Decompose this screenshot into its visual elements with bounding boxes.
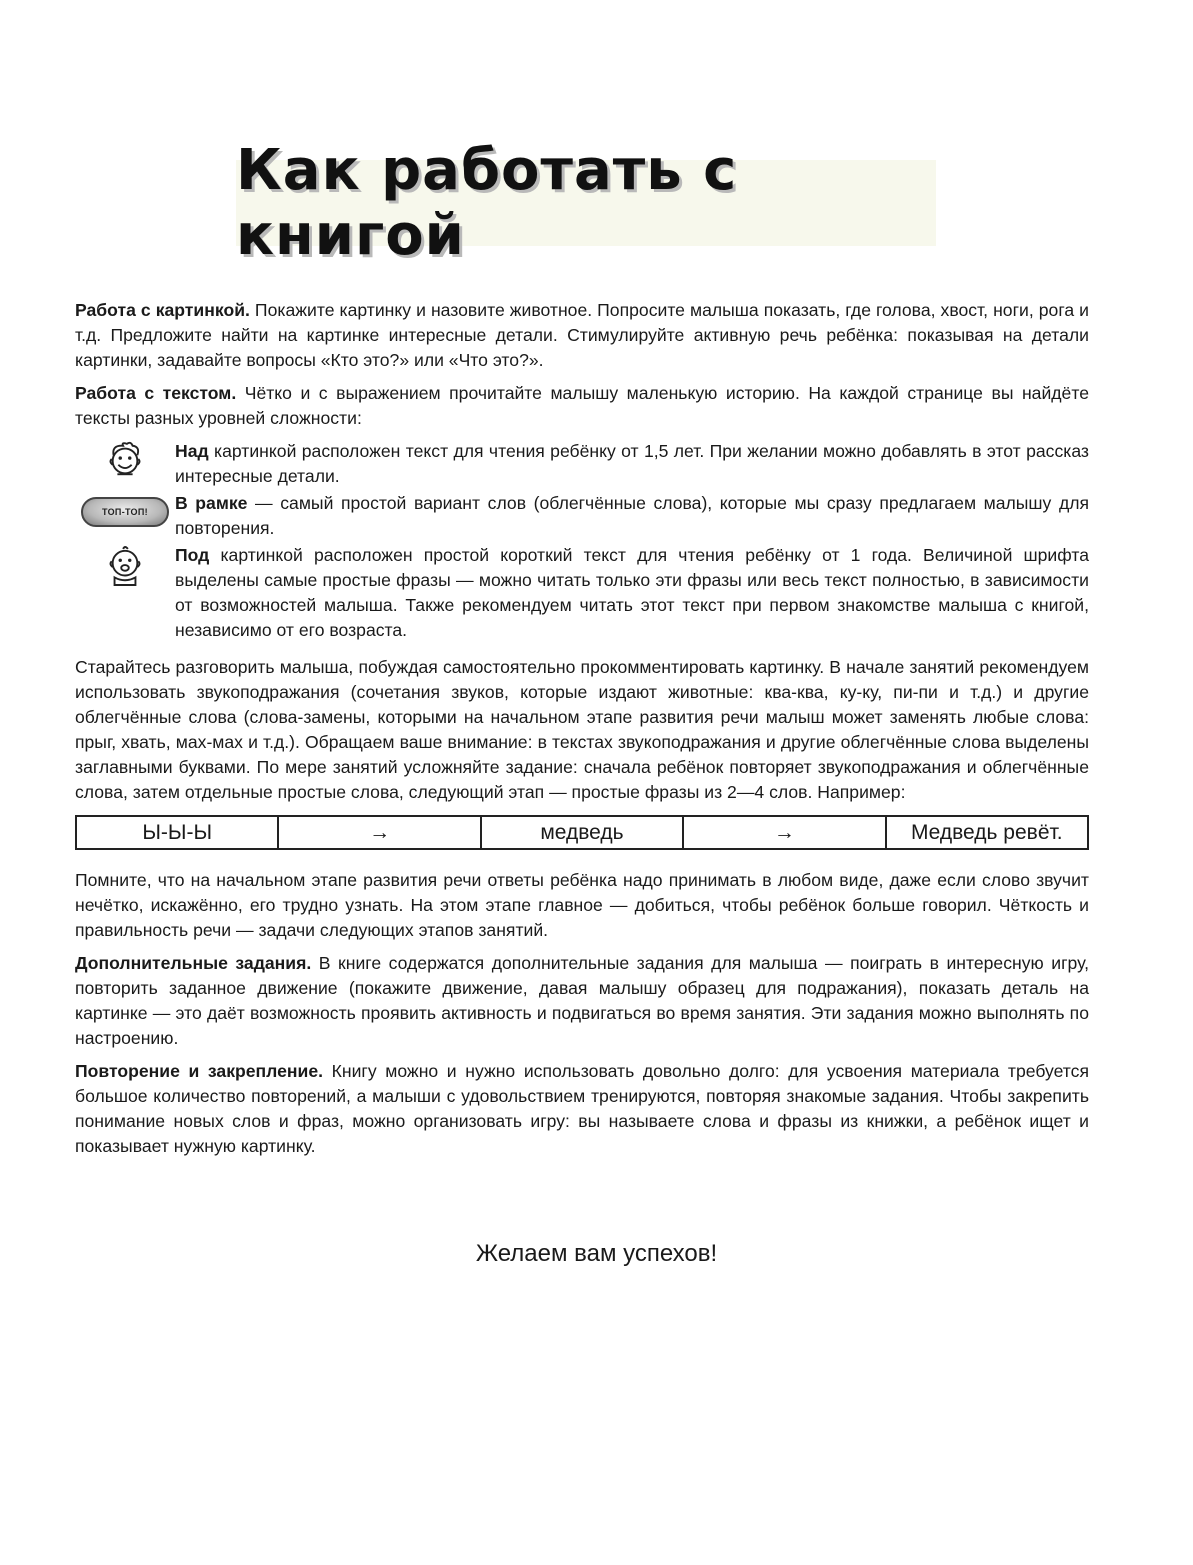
level-body: картинкой расположен простой короткий текст для чтения ребёнку от 1 года. Величиной шрифта выделены самые простые фразы — можно читать только эти фразы или весь текст полностью, в зависимости от возможностей малыша. Также рекомендуем читать этот текст при первом знакомстве малыша с книгой, независимо от его возраста.: [175, 545, 1089, 640]
level-in-frame: [75, 491, 1089, 541]
closing-wish: Желаем вам успехов!: [475, 1240, 718, 1267]
level-body: картинкой расположен текст для чтения ребёнку от 1,5 лет. При желании можно добавлять в этот рассказ интересные детали.: [175, 441, 1089, 486]
example-cell-sound: Ы-Ы-Ы: [76, 816, 278, 849]
paragraph-text: Чётко и с выражением прочитайте малышу маленькую историю. На каждой странице вы найдёте тексты разных уровней сложности:: [75, 383, 1089, 428]
paragraph-lead: Повторение и закрепление.: [75, 1061, 324, 1081]
paragraph-lead: Работа с картинкой.: [75, 300, 250, 320]
paragraph-lead: Работа с текстом.: [75, 383, 237, 403]
paragraph-repetition: [75, 1059, 1089, 1159]
paragraph-lead: Дополнительные задания.: [75, 953, 312, 973]
paragraph-text: Книгу можно и нужно использовать довольно долго: для усвоения материала требуется большое количество повторений, а малыши с удовольствием тренируются, повторяя знакомые задания. Чтобы закрепить понимание новых слов и фраз, можно организовать игру: вы называете слова и фразы из книжки, а ребёнок ищет и показывает нужную картинку.: [75, 1061, 1089, 1156]
page-title: Как работать с книгой: [236, 138, 738, 268]
title-banner: [236, 138, 936, 268]
paragraph-text: В книге содержатся дополнительные задания для малыша — поиграть в интересную игру, повторить заданное движение (покажите движение, давая малышу образец для подражания), показать деталь на картинке — это даёт возможность проявить активность и подвигаться во время занятия. Эти задания можно выполнять по настроению.: [75, 953, 1089, 1048]
paragraph-picture-work: [75, 298, 1089, 373]
example-cell-word: медведь: [481, 816, 683, 849]
level-lead: В рамке: [175, 493, 248, 513]
example-cell-arrow: →: [278, 816, 480, 849]
level-text: [175, 491, 1089, 541]
paragraph-text: Покажите картинку и назовите животное. Попросите малыша показать, где голова, хвост, ноги, рога и т.д. Предложите найти на картинке интересные детали. Стимулируйте активную речь ребёнка: показывая на детали картинки, задавайте вопросы «Кто это?» или «Что это?».: [75, 300, 1089, 370]
paragraph-speech-tips: Старайтесь разговорить малыша, побуждая самостоятельно прокомментировать картинку. В начале занятий рекомендуем использовать звукоподражания (сочетания звуков, которые издают животные: ква-ква, ку-ку, пи-пи и т.д.) и другие облегчённые слова (слова-замены, которыми на начальном этапе развития речи малыш может заменять любые слова: прыг, хвать, мах-мах и т.д.). Обращаем ваше внимание: в текстах звукоподражания и другие облегчённые слова выделены заглавными буквами. По мере занятий усложняйте задание: сначала ребёнок повторяет звукоподражания и облегчённые слова, затем отдельные простые слова, следующий этап — простые фразы из 2—4 слов. Например:: [75, 657, 1089, 802]
example-table: [75, 815, 1089, 850]
main-content: [75, 298, 1089, 1167]
example-cell-phrase: Медведь ревёт.: [886, 816, 1088, 849]
level-text: [175, 543, 1089, 643]
pill-badge-text: ТОП-ТОП!: [102, 506, 148, 517]
level-above-picture: [75, 439, 1089, 489]
example-cell-arrow: →: [683, 816, 885, 849]
paragraph-extra-tasks: [75, 951, 1089, 1051]
level-below-picture: [75, 543, 1089, 643]
child-face-icon: [75, 439, 175, 479]
baby-face-icon: [75, 543, 175, 587]
level-lead: Под: [175, 545, 210, 565]
level-lead: Над: [175, 441, 209, 461]
level-body: — самый простой вариант слов (облегчённые слова), которые мы сразу предлагаем малышу для повторения.: [175, 493, 1090, 538]
level-text: [175, 439, 1089, 489]
frame-pill-icon: [75, 491, 175, 527]
table-row: [76, 816, 1088, 849]
paragraph-text-work: [75, 381, 1089, 431]
paragraph-remember: Помните, что на начальном этапе развития речи ответы ребёнка надо принимать в любом виде, даже если слово звучит нечётко, искажённо, его трудно узнать. На этом этапе главное — добиться, чтобы ребёнок больше говорил. Чёткость и правильность речи — задачи следующих этапов занятий.: [75, 870, 1089, 940]
